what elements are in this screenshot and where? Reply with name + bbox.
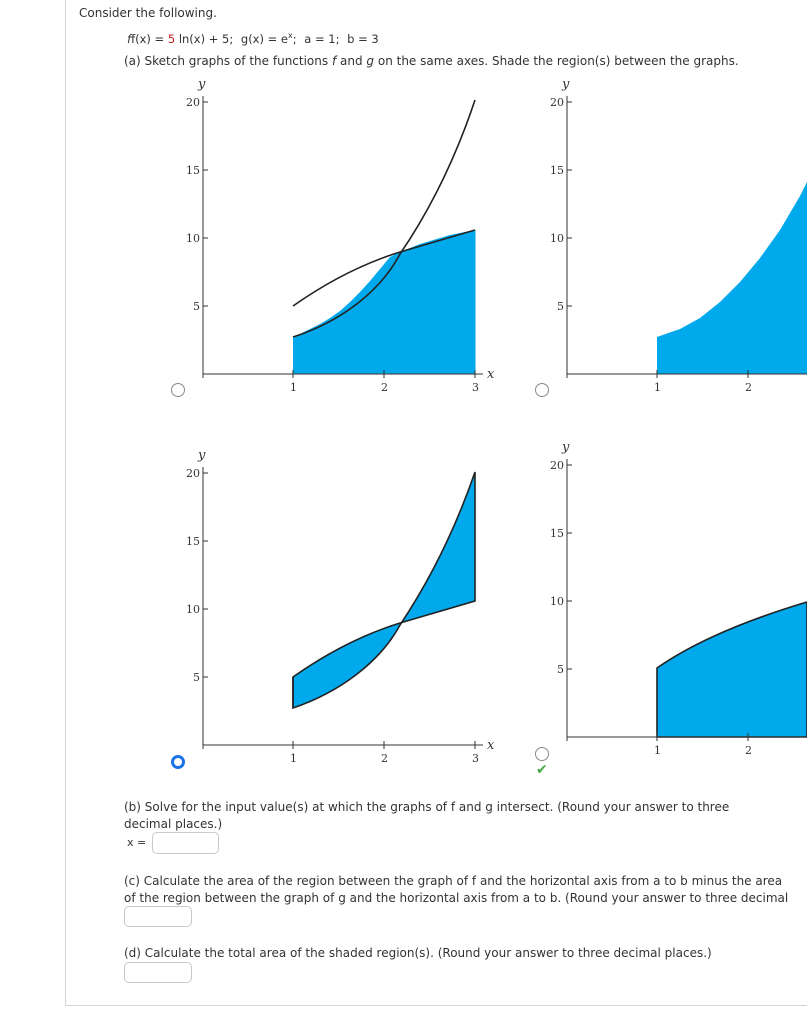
part-b-text: (b) Solve for the input value(s) at which the graphs of f and g intersect. (Round your answer to three decimal places.) (124, 800, 730, 831)
f-prefix: f(x) = (131, 31, 168, 46)
graph-b-y-label: y (562, 77, 570, 92)
graph-a-ytick: 5 (193, 300, 200, 313)
graph-b-ytick: 10 (550, 232, 564, 245)
part-c-text: (c) Calculate the area of the region between the graph of f and the horizontal axis from a to b minus the area of the region between the graph of g and the horizontal axis from a to b. (Round your answer to three decimal (124, 874, 789, 905)
graph-d-ytick: 5 (557, 663, 564, 676)
graph-c-xtick: 1 (290, 752, 297, 765)
radio-option-c[interactable] (171, 755, 185, 769)
part-a-g: g (366, 54, 375, 68)
graph-c-ytick: 20 (186, 467, 200, 480)
graph-b-xtick: 1 (654, 381, 661, 394)
graph-a-xtick: 1 (290, 381, 297, 394)
graph-a-xtick: 2 (381, 381, 388, 394)
part-a-f: f (331, 54, 337, 68)
function-definitions: ff(x) = 5 ln(x) + 5; $g(x) = e^x$; a = 1; b = 3 (127, 31, 379, 46)
part-d-text: (d) Calculate the total area of the shaded region(s). (Round your answer to three decimal places.) (124, 946, 712, 960)
graph-d-ytick: 10 (550, 595, 564, 608)
b-value: b = 3 (347, 31, 379, 46)
part-a-and: and (336, 54, 367, 68)
graph-a-ytick: 10 (186, 232, 200, 245)
graph-d-ytick: 20 (550, 459, 564, 472)
graph-a-ytick: 20 (186, 96, 200, 109)
g-prefix: g(x) = e (240, 31, 288, 46)
graph-b-ytick: 5 (557, 300, 564, 313)
graph-c-y-label: y (198, 448, 206, 463)
part-c-input[interactable] (124, 906, 192, 927)
graph-a-x-label: x (487, 367, 495, 382)
graph-d-y-label: y (562, 440, 570, 455)
correct-check-icon: ✔ (536, 762, 548, 778)
f-coefficient: 5 (167, 31, 176, 46)
part-b-input[interactable] (152, 832, 219, 854)
graph-a-y-label: y (198, 77, 206, 92)
g-exponent: x (288, 31, 293, 40)
part-b-x-label: x = (127, 836, 147, 849)
graph-d-xtick: 2 (745, 744, 752, 757)
graph-a-ytick: 15 (186, 164, 200, 177)
graph-c-xtick: 2 (381, 752, 388, 765)
intro-text: Consider the following. (79, 6, 217, 20)
graph-a-xtick: 3 (472, 381, 479, 394)
f-suffix: ln(x) + 5; (175, 31, 234, 46)
graph-d-shade (657, 602, 807, 737)
graph-b-ytick: 15 (550, 164, 564, 177)
part-a-prefix: (a) Sketch graphs of the functions (124, 54, 332, 68)
graph-c-ytick: 5 (193, 671, 200, 684)
graph-b-ytick: 20 (550, 96, 564, 109)
graph-d-ytick: 15 (550, 527, 564, 540)
graph-b-xtick: 2 (745, 381, 752, 394)
part-d-input[interactable] (124, 962, 192, 983)
graph-c-xtick: 3 (472, 752, 479, 765)
radio-option-b[interactable] (535, 383, 549, 397)
a-value: a = 1; (304, 31, 340, 46)
radio-option-a[interactable] (171, 383, 185, 397)
graph-c-ytick: 10 (186, 603, 200, 616)
graph-c-x-label: x (487, 738, 495, 753)
graph-c-ytick: 15 (186, 535, 200, 548)
radio-option-d[interactable] (535, 747, 549, 761)
g-suffix: ; (292, 31, 297, 46)
part-a-suffix: on the same axes. Shade the region(s) between the graphs. (374, 54, 739, 68)
graph-d-xtick: 1 (654, 744, 661, 757)
